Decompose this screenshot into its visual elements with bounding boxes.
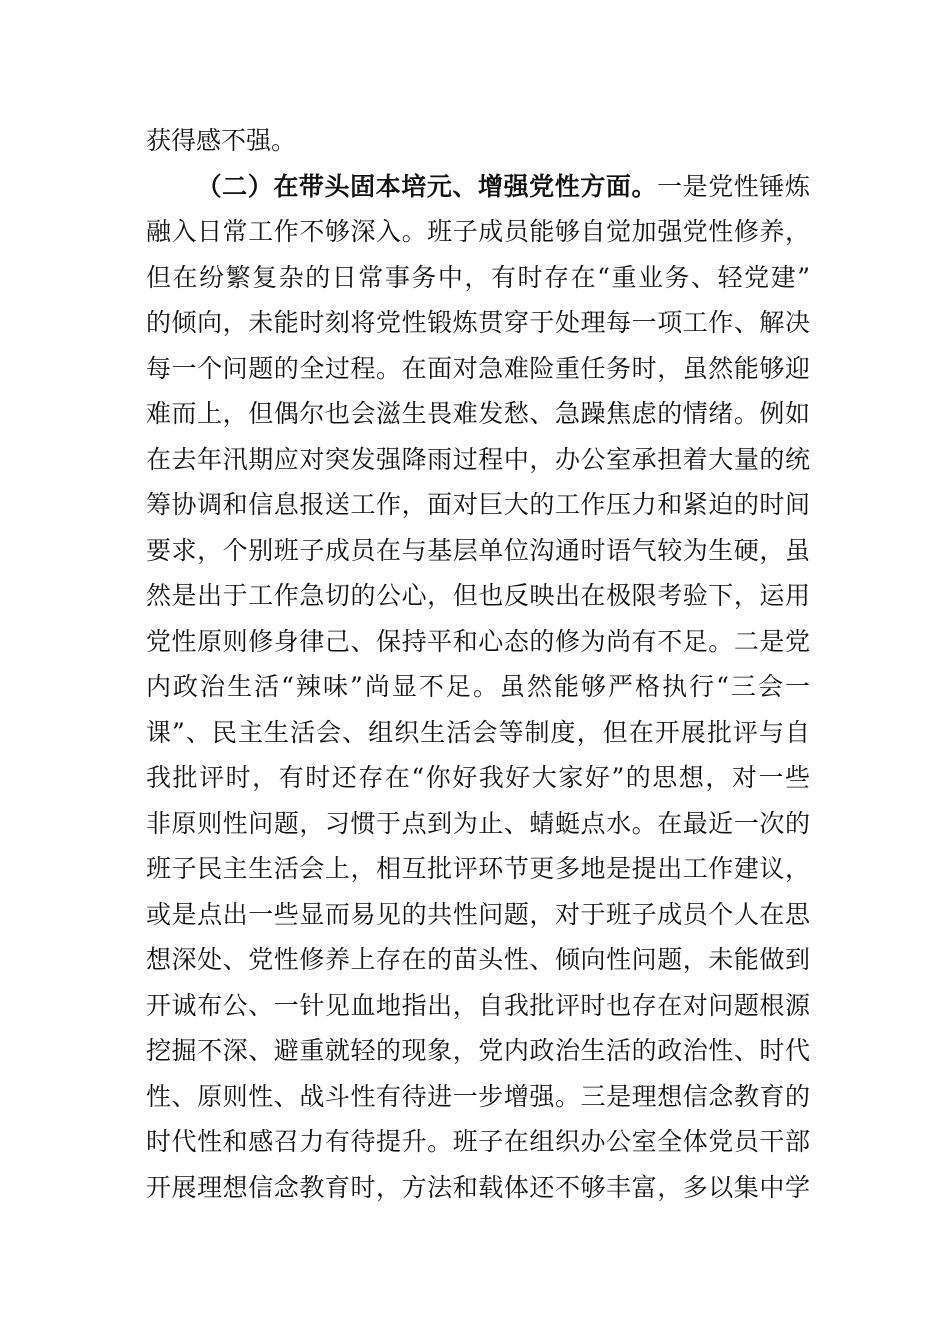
line-text: 融入日常工作不够深入。班子成员能够自觉加强党性修养， bbox=[146, 217, 810, 246]
text-line bbox=[146, 391, 810, 437]
text-line bbox=[146, 437, 810, 483]
line-text: 党性原则修身律己、保持平和心态的修为尚有不足。二是党 bbox=[146, 626, 810, 656]
line-text: 性、原则性、战斗性有待进一步增强。三是理想信念教育的 bbox=[146, 1081, 810, 1111]
line-text: 内政治生活“辣味”尚显不足。虽然能够严格执行“三会一 bbox=[146, 672, 810, 701]
text-line bbox=[146, 801, 810, 847]
line-text: 开诚布公、一针见血地指出，自我批评时也存在对问题根源 bbox=[146, 990, 810, 1020]
text-line bbox=[146, 755, 810, 801]
line-text: 筹协调和信息报送工作，面对巨大的工作压力和紧迫的时间 bbox=[146, 490, 810, 519]
line-text: 或是点出一些显而易见的共性问题，对于班子成员个人在思 bbox=[146, 899, 810, 929]
line-text: 挖掘不深、避重就轻的现象，党内政治生活的政治性、时代 bbox=[146, 1036, 810, 1065]
line-text: 我批评时，有时还存在“你好我好大家好”的思想，对一些 bbox=[146, 763, 810, 792]
line-text: 时代性和感召力有待提升。班子在组织办公室全体党员干部 bbox=[146, 1127, 810, 1156]
line-text: 在去年汛期应对突发强降雨过程中，办公室承担着大量的统 bbox=[146, 444, 810, 474]
text-line bbox=[146, 983, 810, 1029]
text-line bbox=[146, 1028, 810, 1074]
line-text: 课”、民主生活会、组织生活会等制度，但在开展批评与自 bbox=[146, 717, 810, 747]
line-text: 想深处、党性修养上存在的苗头性、倾向性问题，未能做到 bbox=[146, 945, 810, 974]
line-text: 开展理想信念教育时，方法和载体还不够丰富，多以集中学 bbox=[146, 1172, 810, 1202]
document-body bbox=[146, 118, 810, 1210]
text-line bbox=[146, 118, 810, 164]
line-text: 但在纷繁复杂的日常事务中，有时存在“重业务、轻党建” bbox=[146, 262, 810, 292]
text-line bbox=[146, 1165, 810, 1211]
text-line bbox=[146, 892, 810, 938]
line-text: 的倾向，未能时刻将党性锻炼贯穿于处理每一项工作、解决 bbox=[146, 308, 810, 337]
line-text: 获得感不强。 bbox=[146, 126, 297, 155]
text-line bbox=[146, 528, 810, 574]
text-line bbox=[146, 209, 810, 255]
line-text: 班子民主生活会上，相互批评环节更多地是提出工作建议， bbox=[146, 854, 810, 883]
text-line bbox=[146, 1119, 810, 1165]
text-line bbox=[146, 346, 810, 392]
text-line bbox=[146, 482, 810, 528]
text-line bbox=[146, 164, 810, 210]
text-line bbox=[146, 573, 810, 619]
text-line bbox=[146, 619, 810, 665]
text-line bbox=[146, 300, 810, 346]
section-heading: （二）在带头固本培元、增强党性方面。 bbox=[196, 171, 658, 201]
line-text: 一是党性锤炼 bbox=[657, 171, 810, 201]
text-line bbox=[146, 937, 810, 983]
line-text: 每一个问题的全过程。在面对急难险重任务时，虽然能够迎 bbox=[146, 353, 810, 383]
line-text: 要求，个别班子成员在与基层单位沟通时语气较为生硬，虽 bbox=[146, 535, 810, 565]
text-line bbox=[146, 846, 810, 892]
text-line bbox=[146, 664, 810, 710]
line-text: 难而上，但偶尔也会滋生畏难发愁、急躁焦虑的情绪。例如 bbox=[146, 399, 810, 428]
line-text: 非原则性问题，习惯于点到为止、蜻蜓点水。在最近一次的 bbox=[146, 808, 810, 838]
text-line bbox=[146, 710, 810, 756]
text-line bbox=[146, 255, 810, 301]
line-text: 然是出于工作急切的公心，但也反映出在极限考验下，运用 bbox=[146, 581, 810, 610]
text-line bbox=[146, 1074, 810, 1120]
